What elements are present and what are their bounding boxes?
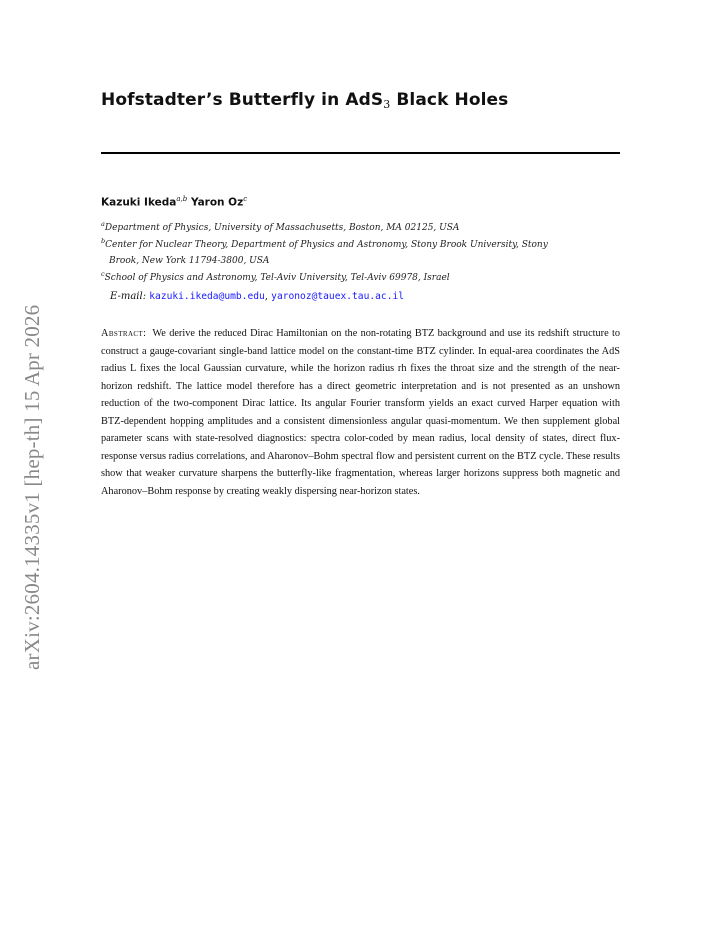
- author-affil-mark: c: [243, 195, 248, 203]
- email-link-oz[interactable]: yaronoz@tauex.tau.ac.il: [271, 291, 405, 302]
- title-rule: [101, 152, 620, 154]
- abstract-text: We derive the reduced Dirac Hamiltonian on the non-rotating BTZ background and use its redshift structure to construct a gauge-covariant single-band lattice model on the constant-time BTZ cylinder. In equal-area coordinates the AdS radius L fixes the local Gaussian curvature, while the horizon radius rh fixes the throat size and the strength of the near-horizon redshift. The lattice model therefore has a direct geometric interpretation and is not presented as an unshown reduction of the two-component Dirac lattice. Its angular Fourier transform yields an exact curved Harper equation with BTZ-dependent hopping amplitudes and a consistent dimensionless angular quasi-momentum. We then supplement global parameter scans with state-resolved diagnostics: spectra color-coded by mean radius, local density of states, direct flux-response versus radius correlations, and Aharonov–Bohm spectral flow and persistent current on the BTZ cycle. These results show that weaker curvature sharpens the butterfly-like fragmentation, whereas larger horizons suppress both magnetic and Aharonov–Bohm response by creating weakly dispersing near-horizon states.: [101, 328, 620, 497]
- affiliation-c: [101, 266, 622, 286]
- abstract: [101, 325, 620, 500]
- email-line: [110, 291, 404, 302]
- paper-title: [101, 90, 661, 110]
- affil-mark: c: [101, 270, 105, 278]
- affiliation-b: [101, 233, 622, 269]
- affil-text: School of Physics and Astronomy, Tel-Aviv University, Tel-Aviv 69978, Israel: [104, 273, 450, 283]
- author-name: Yaron Oz: [190, 196, 244, 209]
- author-affil-mark: a,b: [176, 195, 188, 203]
- title-main: Hofstadter’s Butterfly in AdS: [101, 90, 384, 110]
- arxiv-identifier: arXiv:2604.14335v1 [hep-th] 15 Apr 2026: [20, 304, 44, 670]
- affil-text-cont: Brook, New York 11794-3800, USA: [109, 256, 270, 266]
- affil-text: Center for Nuclear Theory, Department of Physics and Astronomy, Stony Brook University, Stony: [105, 240, 548, 250]
- abstract-heading: Abstract:: [101, 328, 147, 339]
- title-subscript: 3: [383, 98, 391, 111]
- email-separator: ,: [264, 291, 268, 302]
- email-label: E-mail:: [110, 291, 147, 302]
- affil-mark: b: [101, 237, 106, 245]
- author-list: [101, 195, 247, 209]
- title-tail: Black Holes: [390, 90, 509, 110]
- affil-text: Department of Physics, University of Massachusetts, Boston, MA 02125, USA: [104, 223, 460, 233]
- affil-mark: a: [101, 220, 105, 228]
- author-name: Kazuki Ikeda: [101, 196, 177, 209]
- email-link-ikeda[interactable]: kazuki.ikeda@umb.edu: [149, 291, 265, 302]
